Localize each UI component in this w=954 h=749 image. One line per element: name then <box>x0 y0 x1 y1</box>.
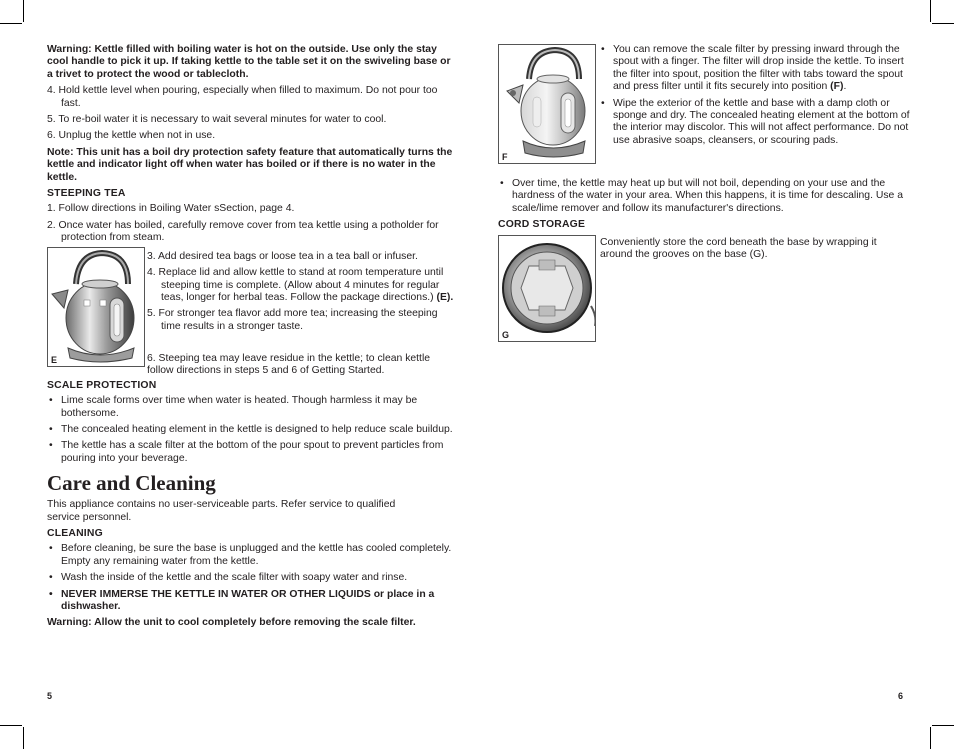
scale-protection-heading: SCALE PROTECTION <box>47 379 157 391</box>
immerse-warning-bullet: • NEVER IMMERSE THE KETTLE IN WATER OR OTHER LIQUIDS or place in a dishwasher. <box>47 589 441 614</box>
bullet-item: • Lime scale forms over time when water is heated. Though harmless it may be bothersome. <box>47 395 455 420</box>
bullet-text: You can remove the scale filter by pressing inward through the spout with a finger. The filter will drop inside the kettle. To insert the filter into spout, position the filter with tabs toward the spout and press filter until it fits securely into position <box>613 44 904 93</box>
cord-storage-heading: CORD STORAGE <box>498 219 586 231</box>
figure-f <box>498 44 596 164</box>
cool-warning: Warning: Allow the unit to cool completely before removing the scale filter. <box>47 617 416 629</box>
figure-label: G <box>502 329 510 340</box>
kettle-illustration-f <box>499 45 595 163</box>
step-item <box>147 267 455 304</box>
crop-mark <box>930 727 931 749</box>
crop-mark <box>0 725 22 726</box>
bullet-item: • The kettle has a scale filter at the bottom of the pour spout to prevent particles from pouring into your beverage. <box>47 440 455 465</box>
figure-reference: (E). <box>436 291 454 303</box>
step-item: 4. Hold kettle level when pouring, especially when filled to maximum. Do not pour too fast. <box>47 85 438 109</box>
hot-warning: Warning: Kettle filled with boiling water is hot on the outside. Use only the stay cool handle to pick it up. If taking kettle to the table set it on the swiveling base or a trivet to protect the wood or tablecloth. <box>47 44 451 80</box>
figure-reference: (F) <box>830 81 844 93</box>
step-item: 1. Follow directions in Boiling Water sSection, page 4. <box>47 203 295 215</box>
figure-g <box>498 235 596 342</box>
step-text: 4. Replace lid and allow kettle to stand at room temperature until steeping time is complete. (Allow about 4 minutes for regular teas, longer for herbal teas. Follow the package directions.) <box>147 267 444 303</box>
filter-figure-row <box>498 44 910 174</box>
figure-e <box>47 247 145 367</box>
step-item: 6. Unplug the kettle when not in use. <box>47 130 216 142</box>
crop-mark <box>23 0 24 22</box>
crop-mark <box>0 23 22 24</box>
step-item: 5. To re-boil water it is necessary to wait several minutes for water to cool. <box>47 114 387 126</box>
crop-mark <box>932 725 954 726</box>
figure-label: F <box>502 152 508 162</box>
base-underside-illustration-g <box>499 236 595 341</box>
bullet-item: • The concealed heating element in the kettle is designed to help reduce scale buildup. <box>47 424 455 436</box>
kettle-illustration-e <box>48 248 144 366</box>
right-page-column <box>498 44 910 345</box>
steeping-figure-row <box>47 247 455 377</box>
page-number-right: 6 <box>898 691 904 701</box>
left-page-column <box>47 44 455 634</box>
bullet-item <box>599 44 910 94</box>
care-and-cleaning-title: Care and Cleaning <box>47 471 216 496</box>
crop-mark <box>932 23 954 24</box>
care-intro: This appliance contains no user-serviceable parts. Refer service to qualified service personnel. <box>47 499 396 523</box>
boil-dry-note: Note: This unit has a boil dry protection safety feature that automatically turns the kettle and indicator light off when water has boiled or if there is no water in the kettle. <box>47 146 453 183</box>
cleaning-heading: CLEANING <box>47 527 103 539</box>
bullet-item: • Wipe the exterior of the kettle and base with a damp cloth or sponge and dry. The concealed heating element at the bottom of the interior may discolor. This will not affect performance. Do not use abrasive soaps, cleansers, or scouring pads. <box>599 98 910 148</box>
step-item: 3. Add desired tea bags or loose tea in a tea ball or infuser. <box>147 250 418 262</box>
step-item: 6. Steeping tea may leave residue in the kettle; to clean kettle follow directions in steps 5 and 6 of Getting Started. <box>147 352 431 377</box>
cord-storage-text: Conveniently store the cord beneath the base by wrapping it around the grooves on the base (G). <box>600 236 877 261</box>
crop-mark <box>930 0 931 22</box>
steeping-tea-heading: STEEPING TEA <box>47 188 126 200</box>
bullet-item: • Wash the inside of the kettle and the scale filter with soapy water and rinse. <box>47 572 455 584</box>
filter-bullets <box>599 44 910 151</box>
step-item: 2. Once water has boiled, carefully remove cover from tea kettle using a potholder for protection from steam. <box>47 219 439 244</box>
bullet-item: • Over time, the kettle may heat up but will not boil, depending on your use and the hardness of the water in your area. When this happens, it is time for descaling. Use a scale/lime remover and follow its manufacturer's directions. <box>498 178 910 215</box>
crop-mark <box>23 727 24 749</box>
cord-figure-row <box>498 235 910 345</box>
bullet-end: . <box>843 81 847 93</box>
step-item: 5. For stronger tea flavor add more tea; increasing the steeping time results in a stronger taste. <box>147 308 438 332</box>
page-number-left: 5 <box>47 691 53 701</box>
steeping-side-steps <box>147 251 455 337</box>
bullet-item: • Before cleaning, be sure the base is unplugged and the kettle has cooled completely. Empty any remaining water from the kettle. <box>47 543 455 568</box>
figure-label: E <box>51 354 58 365</box>
